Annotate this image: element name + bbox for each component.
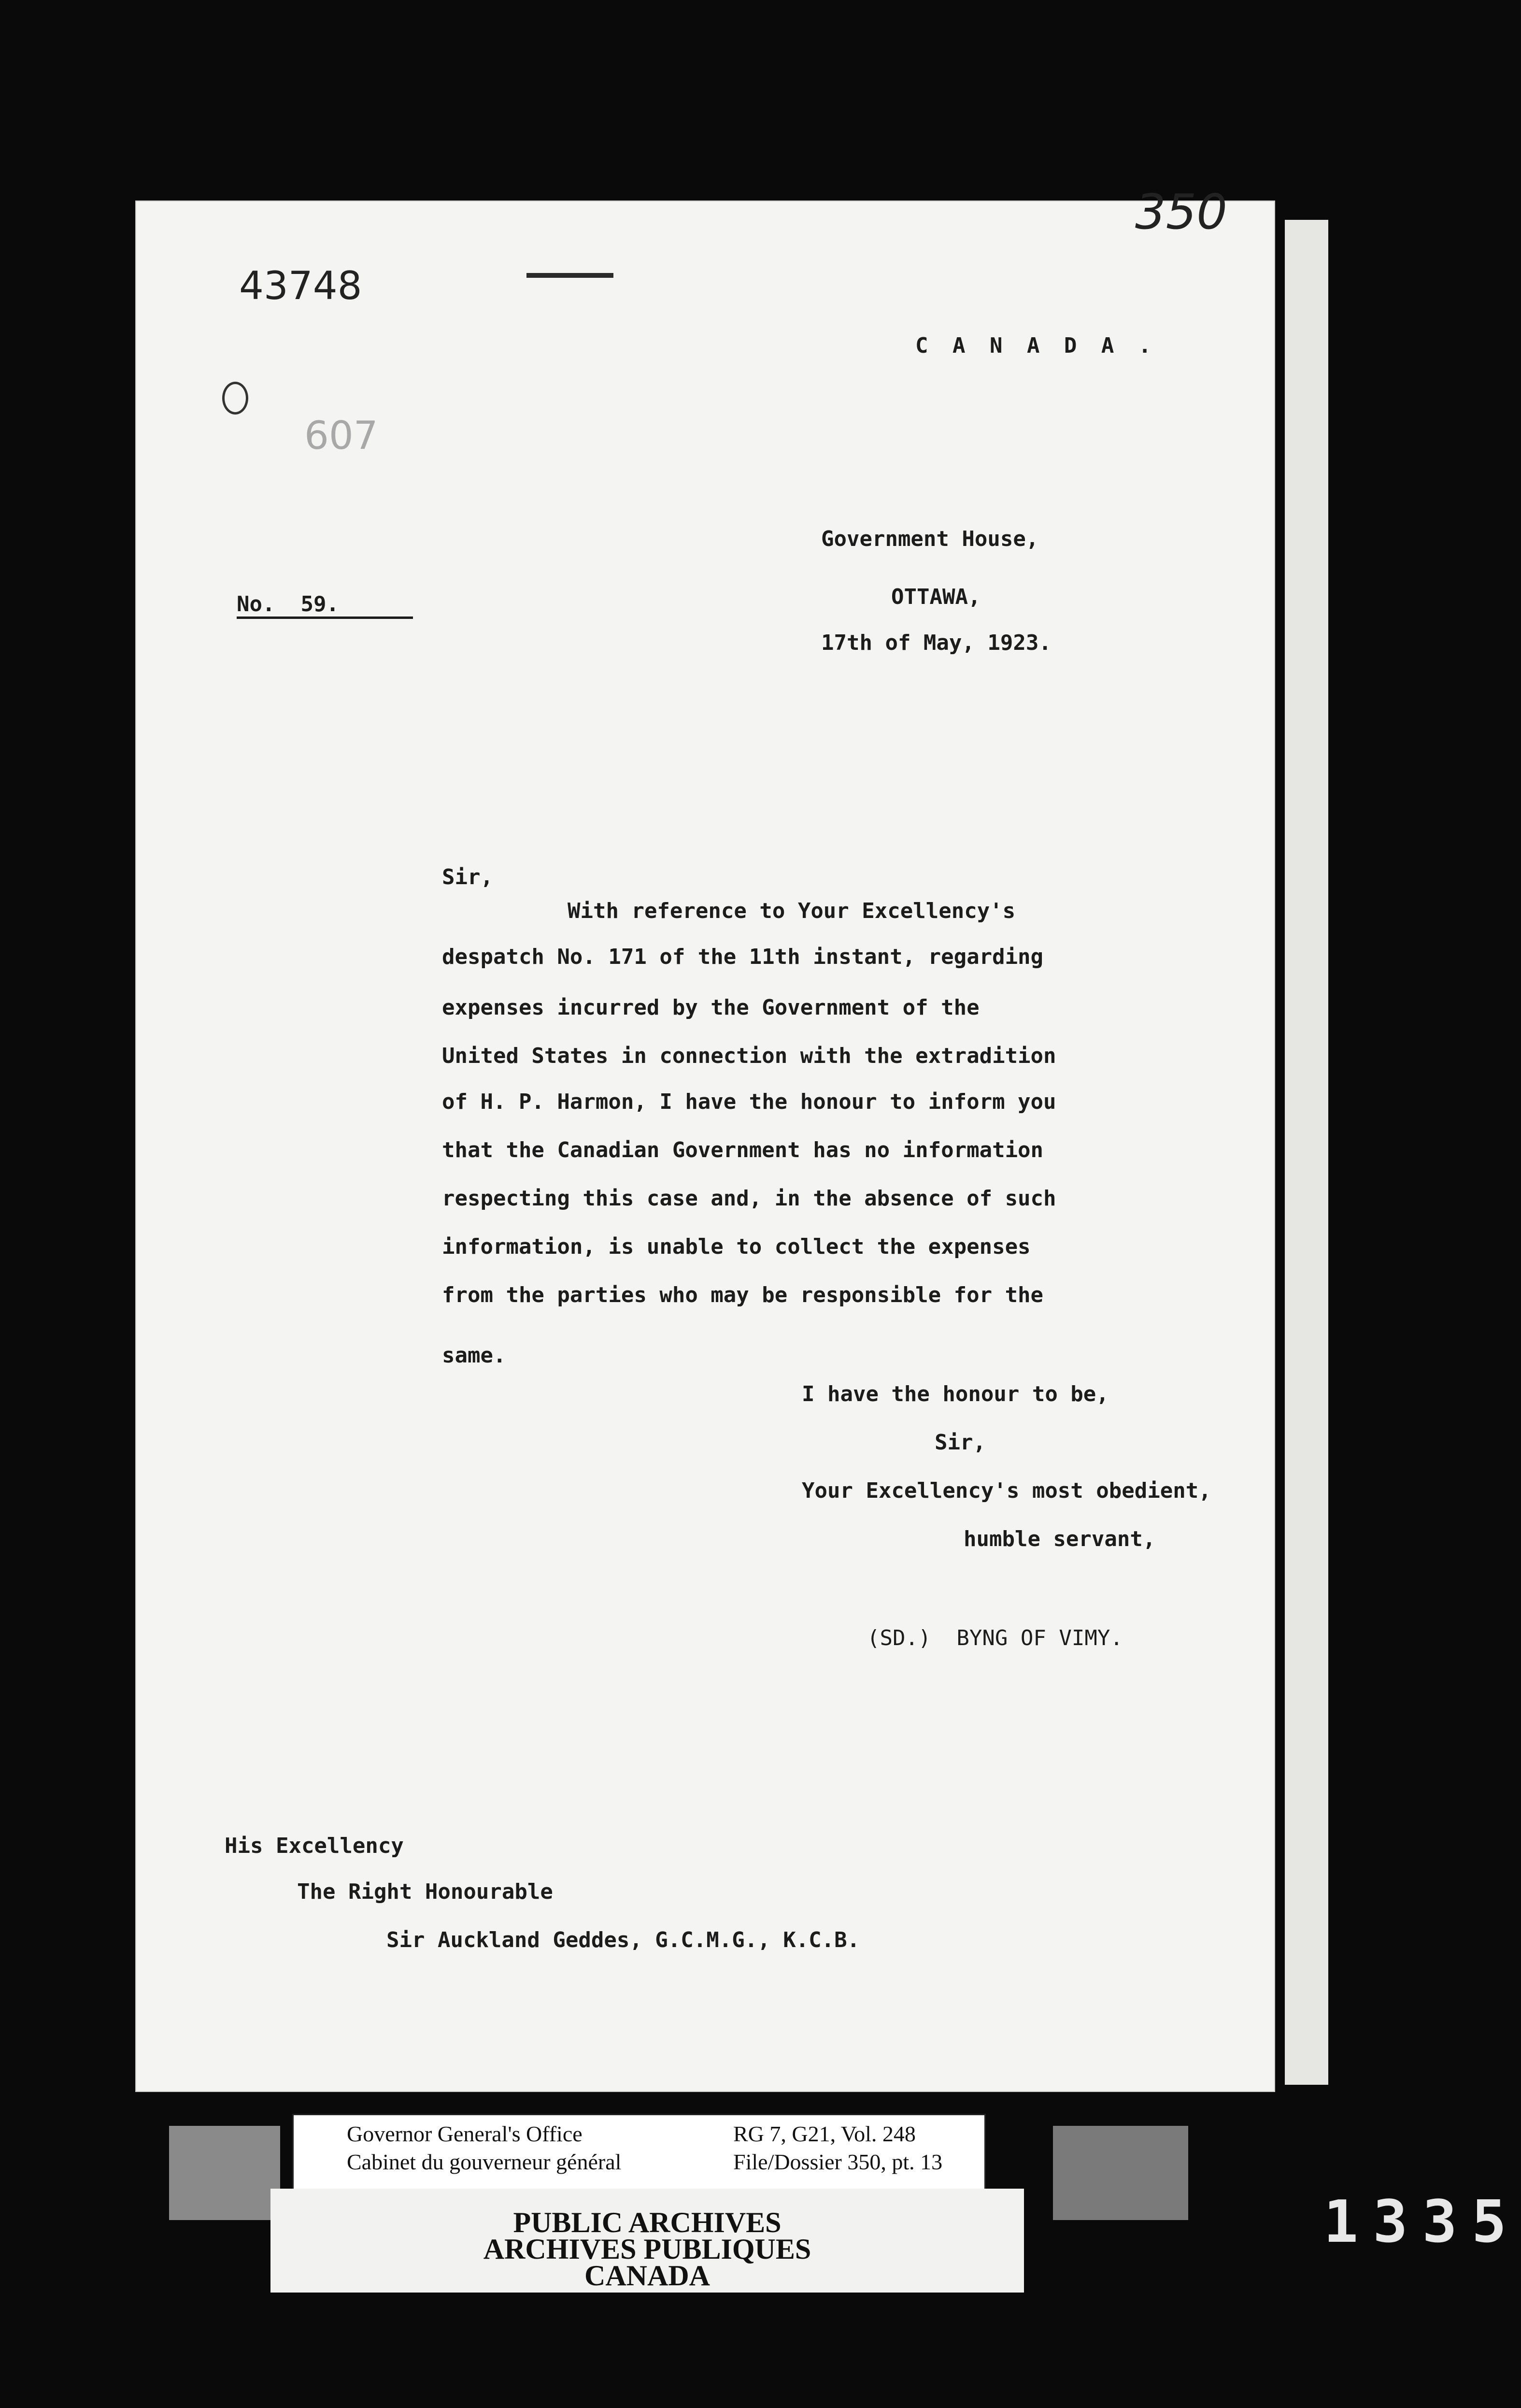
body-line: expenses incurred by the Government of the — [442, 995, 980, 1020]
punch-hole-mark — [222, 382, 248, 415]
page-back-edge — [1285, 220, 1328, 2085]
archive-reference-label — [292, 2114, 986, 2194]
signature-line: (SD.) BYNG OF VIMY. — [867, 1626, 1123, 1650]
record-group-reference: RG 7, G21, Vol. 248 — [733, 2121, 916, 2146]
recipient-line-2: The Right Honourable — [297, 1879, 553, 1904]
despatch-number: No. 59. — [237, 592, 413, 619]
body-line: of H. P. Harmon, I have the honour to inform you — [442, 1089, 1056, 1114]
public-archives-stamp — [270, 2189, 1024, 2293]
body-line: despatch No. 171 of the 11th instant, regarding — [442, 945, 1044, 969]
faint-number: 607 — [304, 413, 378, 458]
body-line: United States in connection with the extradition — [442, 1044, 1056, 1068]
recipient-line-1: His Excellency — [225, 1834, 404, 1858]
recipient-line-3: Sir Auckland Geddes, G.C.M.G., K.C.B. — [386, 1928, 860, 1952]
closing-line-2: Sir, — [935, 1430, 986, 1455]
archives-line-3: CANADA — [584, 2260, 710, 2292]
address-line-1: Government House, — [821, 527, 1039, 551]
closing-line-4: humble servant, — [964, 1527, 1156, 1551]
film-strip-left — [169, 2126, 280, 2220]
film-strip-right — [1053, 2126, 1188, 2220]
address-line-2: OTTAWA, — [891, 585, 981, 609]
salutation: Sir, — [442, 865, 493, 889]
corner-handwritten-number: 350 — [1135, 184, 1227, 240]
file-dossier-reference: File/Dossier 350, pt. 13 — [733, 2150, 943, 2174]
closing-line-3: Your Excellency's most obedient, — [802, 1478, 1211, 1503]
body-line: same. — [442, 1343, 506, 1368]
archives-line-2: ARCHIVES PUBLIQUES — [483, 2233, 811, 2265]
body-line: respecting this case and, in the absence of such — [442, 1186, 1056, 1211]
body-line: that the Canadian Government has no information — [442, 1138, 1044, 1162]
archives-line-1: PUBLIC ARCHIVES — [513, 2207, 782, 2238]
file-number: 43748 — [239, 263, 362, 308]
body-line: With reference to Your Excellency's — [568, 899, 1016, 923]
closing-line-1: I have the honour to be, — [802, 1382, 1109, 1406]
top-dash-mark — [526, 273, 613, 278]
office-english: Governor General's Office — [347, 2121, 583, 2146]
office-french: Cabinet du gouverneur général — [347, 2150, 622, 2174]
body-line: information, is unable to collect the expenses — [442, 1234, 1031, 1259]
body-line: from the parties who may be responsible for the — [442, 1283, 1044, 1307]
country-heading: C A N A D A . — [915, 333, 1157, 358]
microfilm-frame-number: 1335 — [1323, 2189, 1521, 2256]
address-line-3: 17th of May, 1923. — [821, 631, 1052, 655]
